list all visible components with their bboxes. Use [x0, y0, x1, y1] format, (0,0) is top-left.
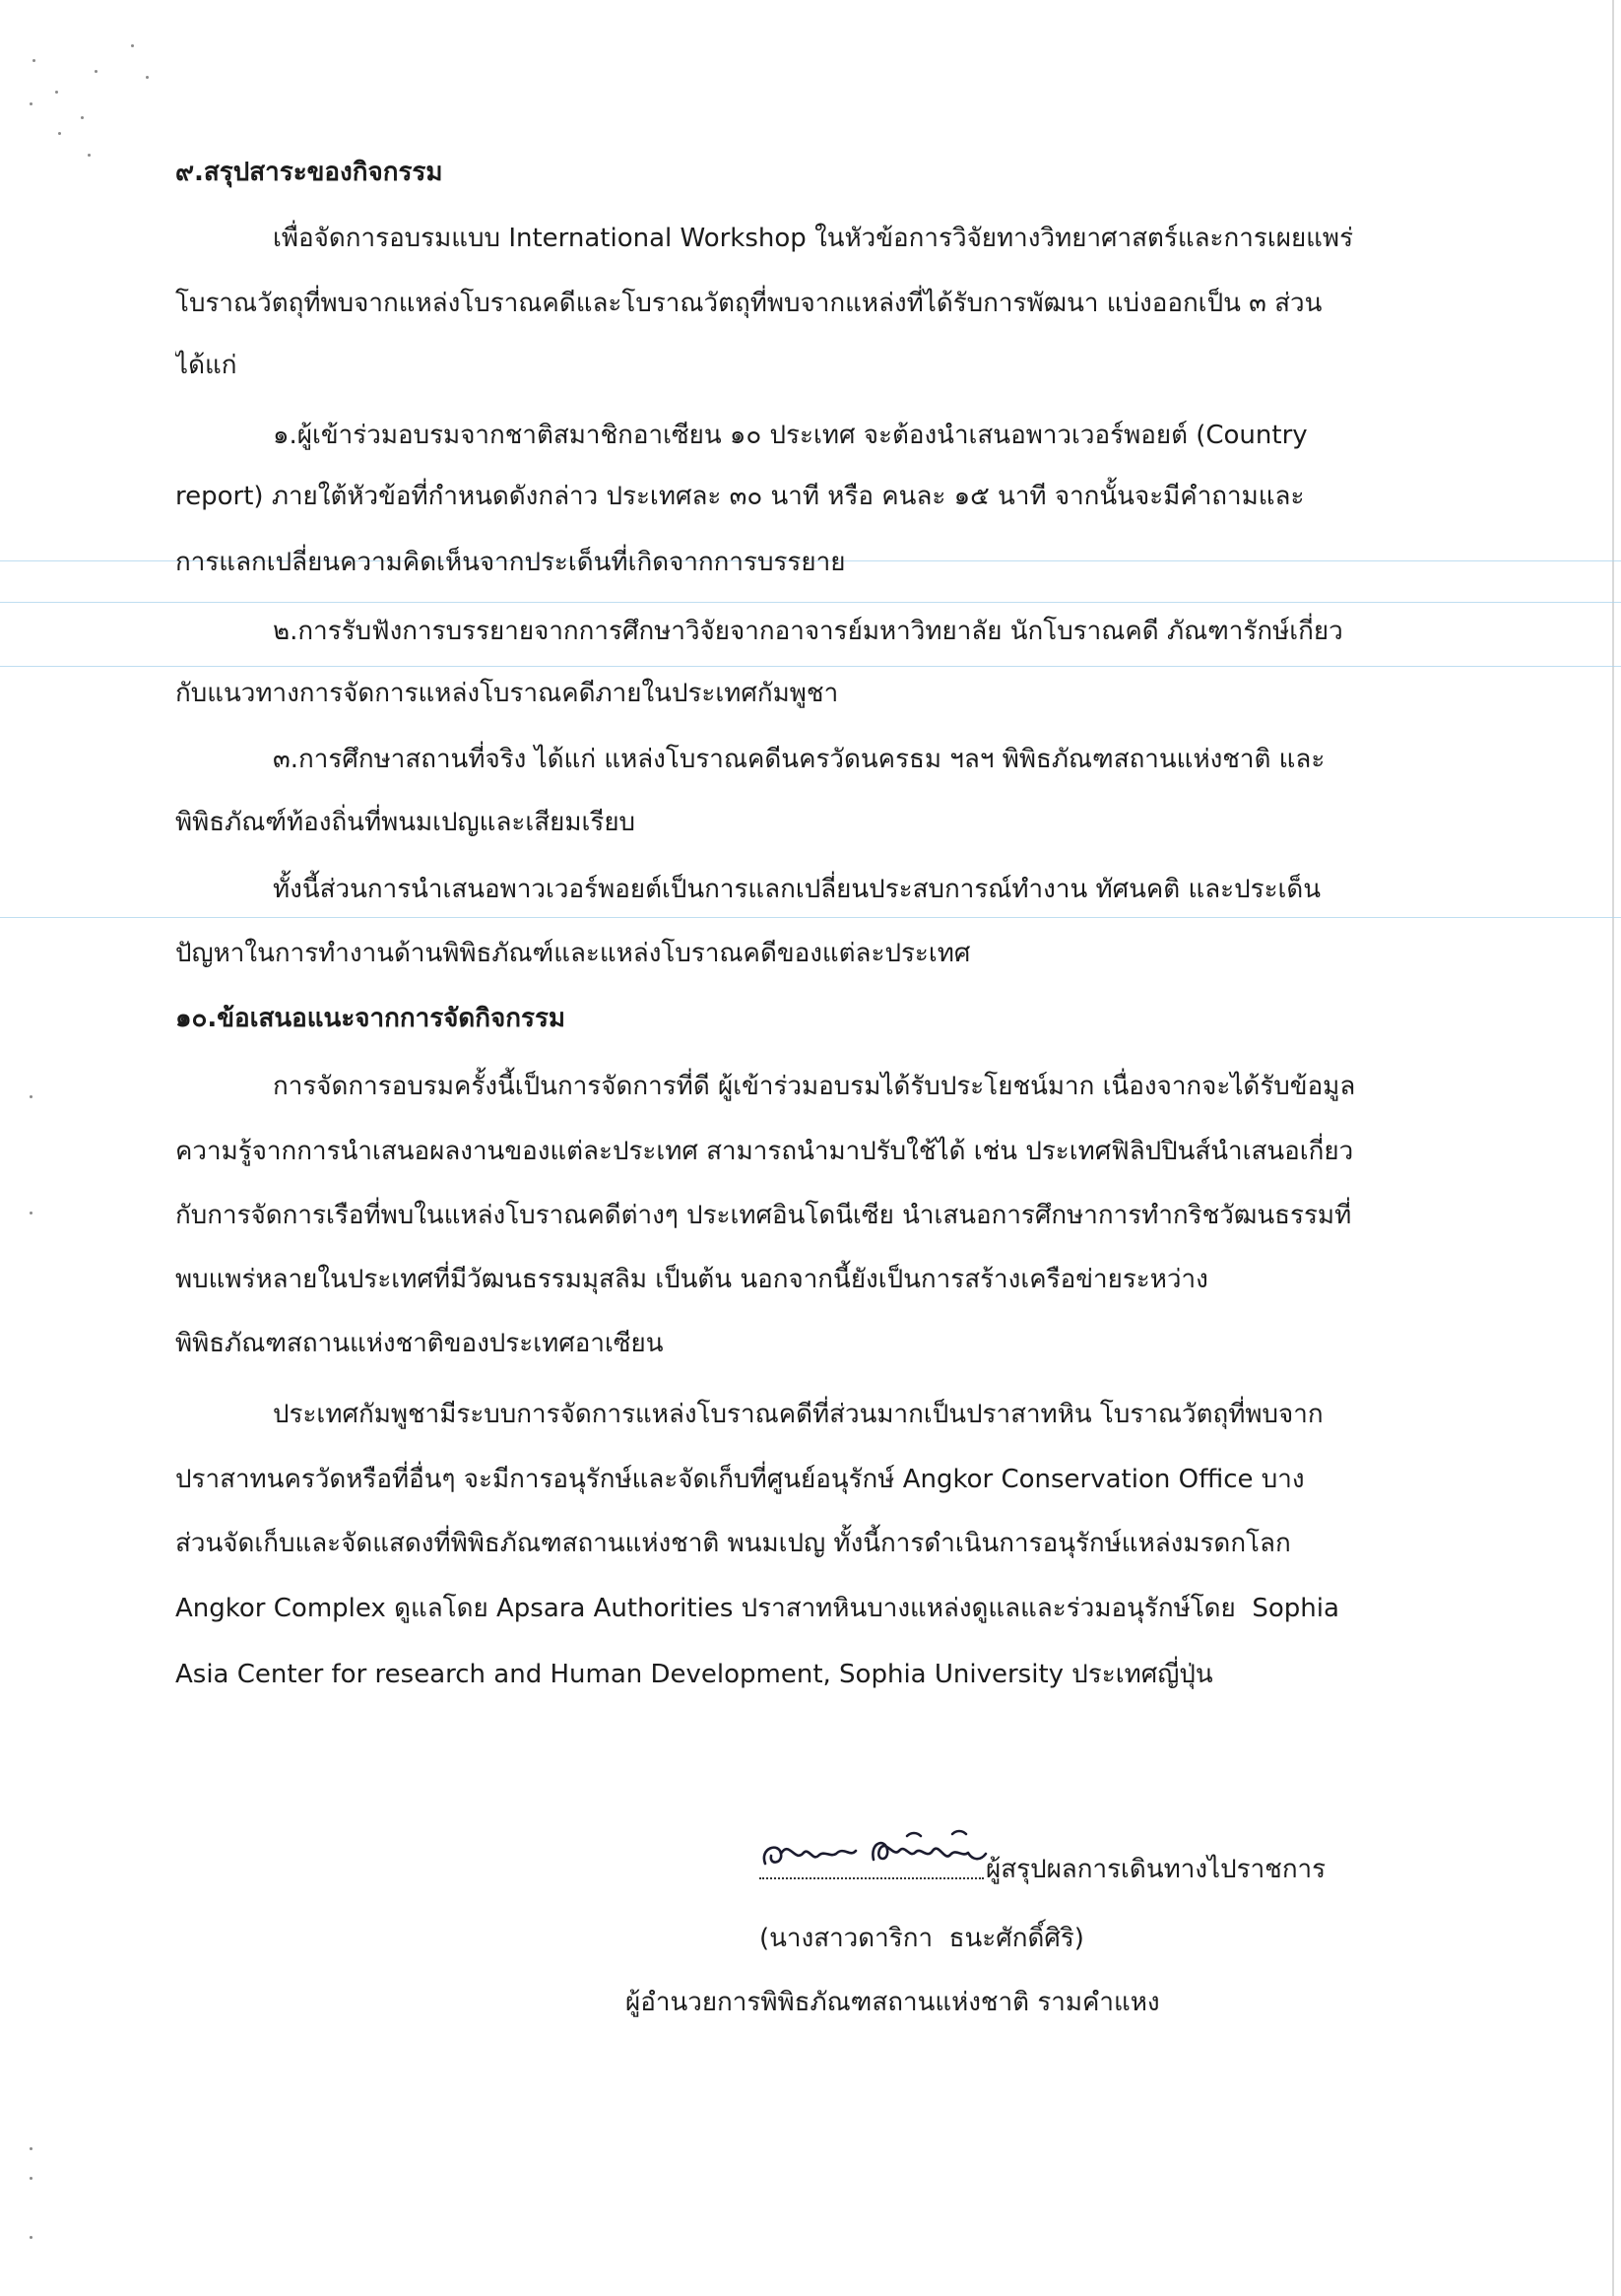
- paragraph-line: ปัญหาในการทำงานด้านพิพิธภัณฑ์และแหล่งโบราณคดีของแต่ละประเทศ: [175, 939, 971, 968]
- paragraph-line: ปราสาทนครวัดหรือที่อื่นๆ จะมีการอนุรักษ์และจัดเก็บที่ศูนย์อนุรักษ์ Angkor Conservation Office บาง: [175, 1465, 1305, 1494]
- scan-speck: [30, 102, 32, 105]
- list-item-line: ๓.การศึกษาสถานที่จริง ได้แก่ แหล่งโบราณคดีนครวัดนครธม ฯลฯ พิพิธภัณฑสถานแห่งชาติ และ: [273, 745, 1326, 774]
- scan-speck: [131, 44, 134, 47]
- scan-speck: [95, 70, 97, 73]
- scan-speck: [146, 76, 149, 79]
- paragraph-line: ได้แก่: [175, 351, 237, 380]
- paragraph-line: พบแพร่หลายในประเทศที่มีวัฒนธรรมมุสลิม เป็นต้น นอกจากนี้ยังเป็นการสร้างเครือข่ายระหว่าง: [175, 1265, 1208, 1294]
- scan-speck: [30, 2236, 32, 2239]
- scan-speck: [55, 91, 58, 94]
- scan-speck: [88, 154, 91, 157]
- paragraph-line: การจัดการอบรมครั้งนี้เป็นการจัดการที่ดี ผู้เข้าร่วมอบรมได้รับประโยชน์มาก เนื่องจากจะได้รับข้อมูล: [273, 1072, 1356, 1101]
- signer-position: ผู้อำนวยการพิพิธภัณฑสถานแห่งชาติ รามคำแหง: [625, 1988, 1160, 2017]
- list-item-line: ๑.ผู้เข้าร่วมอบรมจากชาติสมาชิกอาเซียน ๑๐ ประเทศ จะต้องนำเสนอพาวเวอร์พอยต์ (Country: [273, 421, 1308, 450]
- paragraph-line: พิพิธภัณฑสถานแห่งชาติของประเทศอาเซียน: [175, 1329, 664, 1358]
- signer-role: ผู้สรุปผลการเดินทางไปราชการ: [986, 1855, 1327, 1884]
- scan-page-edge: [1612, 0, 1614, 2296]
- scan-artifact-line: [0, 602, 1621, 603]
- scan-speck: [30, 1095, 32, 1098]
- scan-speck: [32, 59, 35, 62]
- scan-speck: [30, 1212, 32, 1214]
- section-heading-9: ๙.สรุปสาระของกิจกรรม: [175, 158, 443, 187]
- paragraph-line: ความรู้จากการนำเสนอผลงานของแต่ละประเทศ สามารถนำมาปรับใช้ได้ เช่น ประเทศฟิลิปปินส์นำเสนอเกี่ยว: [175, 1137, 1354, 1166]
- paragraph-line: Angkor Complex ดูแลโดย Apsara Authorities ปราสาทหินบางแหล่งดูแลและร่วมอนุรักษ์โดย Sophia: [175, 1594, 1339, 1623]
- list-item-line: report) ภายใต้หัวข้อที่กำหนดดังกล่าว ประเทศละ ๓๐ นาที หรือ คนละ ๑๕ นาที จากนั้นจะมีคำถามและ: [175, 482, 1305, 511]
- paragraph-line: เพื่อจัดการอบรมแบบ International Workshop ในหัวข้อการวิจัยทางวิทยาศาสตร์และการเผยแพร่: [273, 224, 1354, 253]
- scan-speck: [81, 116, 84, 119]
- list-item-line: ๒.การรับฟังการบรรยายจากการศึกษาวิจัยจากอาจารย์มหาวิทยาลัย นักโบราณคดี ภัณฑารักษ์เกี่ยว: [273, 617, 1343, 646]
- scan-speck: [58, 132, 61, 135]
- list-item-line: การแลกเปลี่ยนความคิดเห็นจากประเด็นที่เกิดจากการบรรยาย: [175, 548, 846, 577]
- paragraph-line: กับการจัดการเรือที่พบในแหล่งโบราณคดีต่างๆ ประเทศอินโดนีเซีย นำเสนอการศึกษาการทำกริชวัฒนธรรมที่: [175, 1201, 1352, 1230]
- paragraph-line: ประเทศกัมพูชามีระบบการจัดการแหล่งโบราณคดีที่ส่วนมากเป็นปราสาทหิน โบราณวัตถุที่พบจาก: [273, 1400, 1324, 1429]
- signer-name: (นางสาวดาริกา ธนะศักดิ์ศิริ): [759, 1924, 1084, 1953]
- scan-artifact-line: [0, 666, 1621, 667]
- scan-speck: [30, 2177, 32, 2180]
- scan-speck: [30, 2147, 32, 2150]
- paragraph-line: Asia Center for research and Human Development, Sophia University ประเทศญี่ปุ่น: [175, 1660, 1213, 1689]
- section-heading-10: ๑๐.ข้อเสนอแนะจากการจัดกิจกรรม: [175, 1004, 566, 1033]
- paragraph-line: โบราณวัตถุที่พบจากแหล่งโบราณคดีและโบราณวัตถุที่พบจากแหล่งที่ได้รับการพัฒนา แบ่งออกเป็น ๓ ส่วน: [175, 289, 1323, 318]
- scan-artifact-line: [0, 917, 1621, 918]
- signature-dotted-line: [759, 1877, 984, 1879]
- list-item-line: กับแนวทางการจัดการแหล่งโบราณคดีภายในประเทศกัมพูชา: [175, 679, 839, 708]
- list-item-line: พิพิธภัณฑ์ท้องถิ่นที่พนมเปญและเสียมเรียบ: [175, 808, 636, 837]
- handwritten-signature: [759, 1824, 996, 1879]
- paragraph-line: ทั้งนี้ส่วนการนำเสนอพาวเวอร์พอยต์เป็นการแลกเปลี่ยนประสบการณ์ทำงาน ทัศนคติ และประเด็น: [273, 875, 1322, 904]
- paragraph-line: ส่วนจัดเก็บและจัดแสดงที่พิพิธภัณฑสถานแห่งชาติ พนมเปญ ทั้งนี้การดำเนินการอนุรักษ์แหล่งมรดกโลก: [175, 1529, 1291, 1558]
